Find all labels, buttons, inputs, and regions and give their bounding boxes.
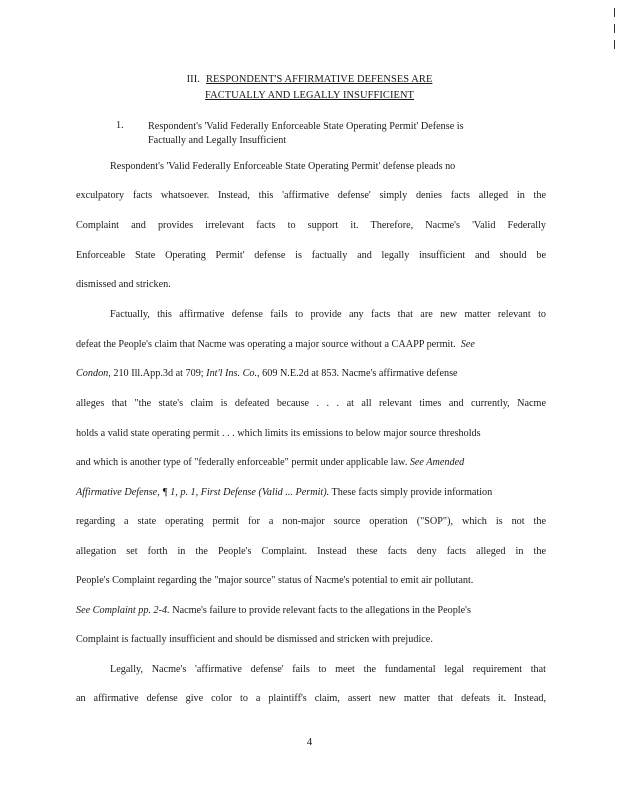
subsection-title: Respondent's 'Valid Federally Enforceable State Operating Permit' Defense is Factually and Legally Insufficient — [148, 121, 464, 146]
paragraph-line: alleges that "the state's claim is defeated because . . . at all relevant times and currently, Nacme — [76, 398, 546, 409]
paragraph-line: Legally, Nacme's 'affirmative defense' fails to meet the fundamental legal requirement that — [110, 664, 546, 675]
citation: See — [460, 339, 475, 350]
paragraph-line: allegation set forth in the People's Complaint. Instead these facts deny facts alleged in the — [76, 546, 546, 557]
paragraph-line: Enforceable State Operating Permit' defense is factually and legally insufficient and should be — [76, 250, 546, 261]
paragraph-line: See Complaint pp. 2-4. Nacme's failure to provide relevant facts to the allegations in the People's — [76, 605, 471, 616]
paragraph-line: exculpatory facts whatsoever. Instead, this 'affirmative defense' simply denies facts alleged in the — [76, 190, 546, 201]
paragraph-line: Complaint is factually insufficient and should be dismissed and stricken with prejudice. — [76, 634, 433, 645]
margin-mark — [614, 8, 615, 17]
margin-mark — [614, 24, 615, 33]
paragraph-line: Complaint and provides irrelevant facts to support it. Therefore, Nacme's 'Valid Federally — [76, 220, 546, 231]
citation: See Complaint pp. 2-4. — [76, 605, 170, 616]
section-heading-line1: III. RESPONDENT'S AFFIRMATIVE DEFENSES ARE — [186, 74, 433, 85]
citation: Affirmative Defense, ¶ 1, p. 1, First Defense (Valid ... Permit). — [76, 487, 330, 498]
paragraph-line: defeat the People's claim that Nacme was operating a major source without a CAAPP permit. See — [76, 339, 475, 350]
paragraph-line: dismissed and stricken. — [76, 279, 171, 290]
paragraph-line: Affirmative Defense, ¶ 1, p. 1, First Defense (Valid ... Permit). These facts simply provide information — [76, 487, 493, 498]
paragraph-line: Factually, this affirmative defense fails to provide any facts that are new matter relevant to — [110, 309, 546, 320]
citation: See Amended — [409, 457, 465, 468]
citation: Int'l Ins. Co., — [206, 368, 260, 379]
subsection-number: 1. — [116, 120, 124, 131]
paragraph-line: and which is another type of "federally enforceable" permit under applicable law. See Amended — [76, 457, 465, 468]
paragraph-line: Respondent's 'Valid Federally Enforceable State Operating Permit' defense pleads no — [110, 161, 456, 172]
paragraph-line: holds a valid state operating permit . . . which limits its emissions to below major source thresholds — [76, 428, 481, 439]
paragraph-line: regarding a state operating permit for a non-major source operation ("SOP"), which is not the — [76, 516, 546, 527]
section-heading-line2: FACTUALLY AND LEGALLY INSUFFICIENT — [204, 90, 415, 101]
section-number: III. — [186, 74, 200, 85]
paragraph-line: People's Complaint regarding the "major source" status of Nacme's potential to emit air pollutant. — [76, 575, 474, 586]
paragraph-line: Condon, 210 Ill.App.3d at 709; Int'l Ins. Co., 609 N.E.2d at 853. Nacme's affirmative defense — [76, 368, 458, 379]
margin-mark — [614, 40, 615, 49]
page-number: 4 — [306, 736, 313, 748]
citation: Condon, — [76, 368, 111, 379]
paragraph-line: an affirmative defense give color to a plaintiff's claim, assert new matter that defeats it. Instead, — [76, 693, 546, 704]
